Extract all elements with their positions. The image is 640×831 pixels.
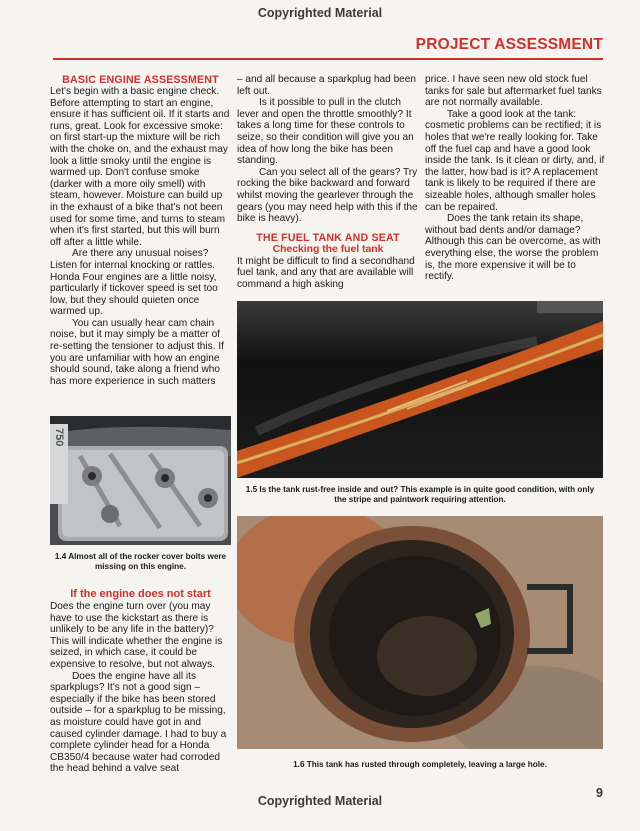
paragraph: – and all because a sparkplug had been left out.: [237, 74, 417, 97]
paragraph: Are there any unusual noises? Listen for internal knocking or rattles. Honda Four engines are a little noisy, particularly if tickover speed is set too low, but they should quieten once warmed up.: [50, 248, 218, 318]
column-2: [237, 74, 419, 291]
paragraph: Does the tank retain its shape, without bad dents and/or damage? Although this can be overcome, as with everything else, the worse the problem is, the more expensive it will be to rectify.: [425, 213, 601, 283]
title-rule: [53, 58, 603, 60]
paragraph: You can usually hear cam chain noise, but it may simply be a matter of re-setting the tensioner to adjust this. If you are unfamiliar with how an engine should sound, take along a friend who has more experience in such matters: [50, 317, 224, 387]
paragraph: It might be difficult to find a secondhand fuel tank, and any that are available will command a high asking: [237, 255, 415, 290]
paragraph: Is it possible to pull in the clutch lever and open the throttle smoothly? It takes a long time for these controls to seize, so their condition will give you an idea of how long the bike has been standing.: [237, 97, 414, 167]
section-title: PROJECT ASSESSMENT: [415, 36, 603, 53]
photo-engine-rocker-cover: [50, 416, 231, 545]
copyright-header: Copyrighted Material: [257, 6, 383, 20]
page-number: 9: [596, 786, 603, 800]
engine-marking-text: 750: [53, 428, 65, 447]
paragraph: Can you select all of the gears? Try rocking the bike backward and forward whilst moving the gearlever through the gears (you may need help with this if the bike is heavy).: [237, 166, 418, 225]
column-1: [50, 74, 231, 387]
subheading-checking-fuel-tank: Checking the fuel tank: [272, 243, 384, 255]
paragraph: Does the engine have all its sparkplugs? It's not a good sign – especially if the bike has been stored outside – for a sparkplug to be missing, as moisture could have got in and caused cylinder damage. I had to buy a complete cylinder head for a Honda CB350/4 because water had corroded the head behind a valve seat: [50, 670, 227, 775]
paragraph: Let's begin with a basic engine check. Before attempting to start an engine, ensure it has sufficient oil. If it starts and runs, great. Look for excessive smoke: on first start-up the mixture will be rich with the choke on, and the exhaust may look a little smoky until the engine is warmed up. Don't confuse smoke (darker with a more oily smell) with steam, however. Moisture can build up in the exhaust of a bike that's not been used for some time, and turns to steam when it's first started, but this will burn off after a little while.: [50, 86, 230, 248]
copyright-footer: Copyrighted Material: [257, 794, 383, 808]
subheading-engine-does-not-start: If the engine does not start: [70, 588, 211, 600]
caption-1-6: 1.6 This tank has rusted through completely, leaving a large hole.: [293, 760, 547, 769]
column-3: [425, 74, 605, 283]
paragraph: price. I have seen new old stock fuel tanks for sale but aftermarket fuel tanks are not normally available.: [425, 74, 602, 109]
photo-fuel-tank-rust-hole: [237, 516, 603, 749]
heading-basic-engine-assessment: BASIC ENGINE ASSESSMENT: [62, 74, 219, 86]
photo-fuel-tank-stripe: [237, 301, 603, 478]
column-1-lower: [50, 588, 231, 775]
heading-fuel-tank-and-seat: THE FUEL TANK AND SEAT: [256, 231, 400, 244]
paragraph: Does the engine turn over (you may have to use the kickstart as there is unlikely to be any life in the battery)? This will indicate whether the engine is seized, in which case, it could be expensive to resolve, but not always.: [50, 601, 223, 670]
caption-1-5: 1.5 Is the tank rust-free inside and out? This example is in quite good condition, with only the stripe and paintwork requiring attention.: [245, 485, 595, 504]
paragraph: Take a good look at the tank: cosmetic problems can be rectified; it is holes that we're really looking for. Take off the fuel cap and have a good look inside the tank. Is it clean or dirty, and, if the latter, how bad is it? A replacement tank is likely to be required if there are sizeable holes, although smaller holes can be repaired.: [425, 108, 605, 213]
caption-1-4: 1.4 Almost all of the rocker cover bolts were missing on this engine.: [54, 552, 227, 571]
